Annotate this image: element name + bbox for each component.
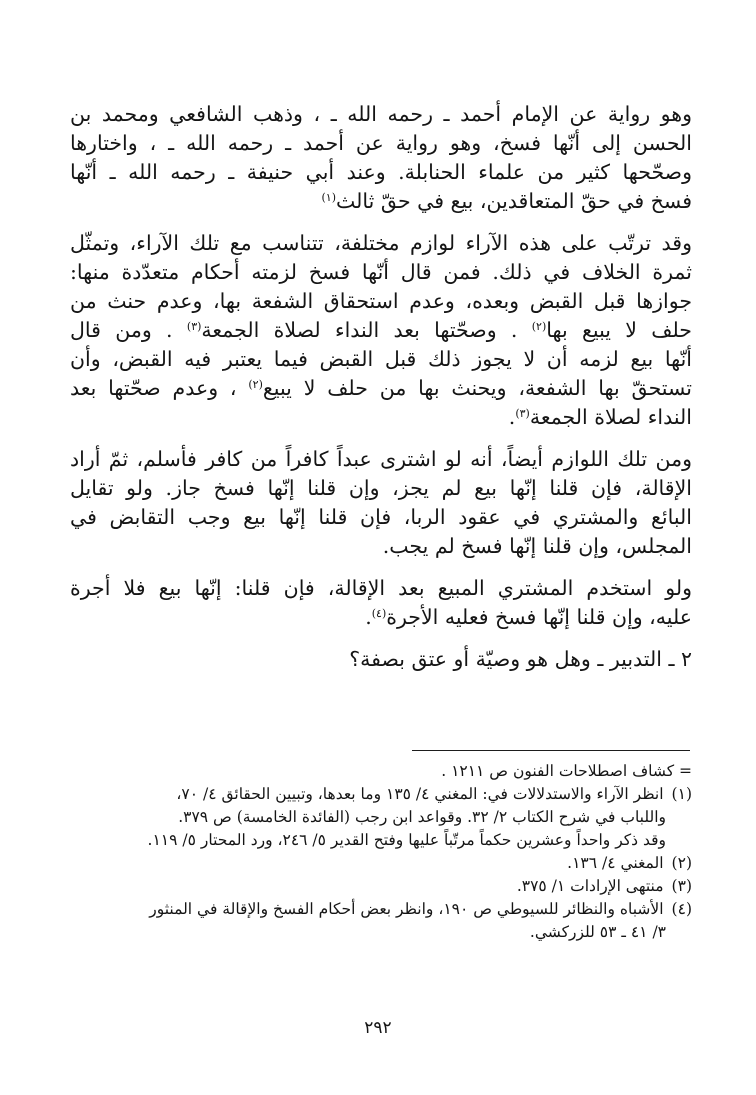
text-fragment: تستحقّ بها الشفعة، ويحنث بها من حلف لا يبيع xyxy=(262,376,692,400)
paragraph-2 xyxy=(70,229,692,432)
footnote-ref: (١) xyxy=(321,191,337,204)
text-line: وهو رواية عن الإمام أحمد ـ رحمه الله ـ ، وذهب الشافعي ومحمد بن xyxy=(70,102,692,126)
footnote-1 xyxy=(70,783,692,806)
page-number: ٢٩٢ xyxy=(364,1018,392,1038)
footnote-number: (٢) xyxy=(671,854,692,872)
text-fragment: النداء لصلاة الجمعة xyxy=(529,405,692,429)
footnotes xyxy=(70,760,692,944)
text-fragment: . xyxy=(365,605,372,629)
text-fragment: . وصحّتها بعد النداء لصلاة الجمعة xyxy=(201,318,518,342)
paragraph-1 xyxy=(70,100,692,216)
text-fragment: عليه، وإن قلنا إنّها فسخ فعليه الأجرة xyxy=(386,605,692,629)
text-line xyxy=(70,316,692,345)
footnote-text: الأشباه والنظائر للسيوطي ص ١٩٠، وانظر بعض أحكام الفسخ والإقالة في المنثور xyxy=(149,900,664,918)
footnote-ref: (٢) xyxy=(531,320,547,333)
footnote-4 xyxy=(70,898,692,921)
footnote-ref: (٢) xyxy=(248,378,263,391)
footnote-ref: (٤) xyxy=(371,607,387,620)
footnote-ref: (٣) xyxy=(515,407,530,420)
footnote-1-line: وقد ذكر واحداً وعشرين حكماً مرتّباً عليها وفتح القدير ٥/ ٢٤٦، ورد المحتار ٥/ ١١٩. xyxy=(147,831,666,849)
text-line xyxy=(70,603,692,632)
text-fragment: . ومن قال xyxy=(70,318,173,342)
text-line: وصحّحها كثير من علماء الحنابلة. وعند أبي حنيفة ـ رحمه الله ـ أنّها xyxy=(70,160,692,184)
footnote-continuation: = كشاف اصطلاحات الفنون ص ١٢١١ . xyxy=(441,762,692,780)
footnote-3 xyxy=(70,875,692,898)
footnote-text: المغني ٤/ ١٣٦. xyxy=(567,854,664,872)
text-line xyxy=(70,403,692,432)
text-line: ثمرة الخلاف في ذلك. فمن قال أنّها فسخ لزمته أحكام متعدّدة منها: xyxy=(70,260,692,284)
footnote-text: انظر الآراء والاستدلالات في: المغني ٤/ ١٣٥ وما بعدها، وتبيين الحقائق ٤/ ٧٠، xyxy=(176,785,664,803)
text-fragment: فسخ في حقّ المتعاقدين، بيع في حقّ ثالث xyxy=(336,189,692,213)
footnote-number: (١) xyxy=(671,785,692,803)
paragraph-4 xyxy=(70,574,692,632)
footnote-4-line: ٣/ ٤١ ـ ٥٣ للزركشي. xyxy=(529,923,666,941)
main-text xyxy=(70,100,692,674)
text-line: الحسن إلى أنّها فسخ، وهو رواية عن أحمد ـ رحمه الله ـ ، واختارها xyxy=(70,131,692,155)
text-line: ومن تلك اللوازم أيضاً، أنه لو اشترى عبداً كافراً من كافر فأسلم، ثمّ أراد xyxy=(70,447,692,471)
paragraph-3 xyxy=(70,445,692,561)
footnote-ref: (٣) xyxy=(186,320,202,333)
text-line: أنّها بيع لزمه أن لا يجوز ذلك قبل القبض فيما يعتبر فيه القبض، وأن xyxy=(70,347,692,371)
text-line: ولو استخدم المشتري المبيع بعد الإقالة، فإن قلنا: إنّها بيع فلا أجرة xyxy=(70,576,692,600)
text-line xyxy=(70,374,692,403)
text-line xyxy=(70,187,692,216)
text-fragment: حلف لا يبيع بها xyxy=(546,318,692,342)
text-fragment: ، وعدم صحّتها بعد xyxy=(70,376,237,400)
text-line: البائع والمشتري في عقود الربا، فإن قلنا إنّها بيع وجب التقابض في xyxy=(70,505,692,529)
text-line: المجلس، وإن قلنا إنّها فسخ لم يجب. xyxy=(382,534,692,558)
section-heading: ٢ ـ التدبير ـ وهل هو وصيّة أو عتق بصفة؟ xyxy=(349,647,692,671)
footnote-1-line: واللباب في شرح الكتاب ٢/ ٣٢. وقواعد ابن رجب (الفائدة الخامسة) ص ٣٧٩. xyxy=(178,808,666,826)
footnote-text: منتهى الإرادات ١/ ٣٧٥. xyxy=(516,877,664,895)
text-line: وقد ترتّب على هذه الآراء لوازم مختلفة، تتناسب مع تلك الآراء، وتمثّل xyxy=(70,231,692,255)
text-line: الإقالة، فإن قلنا إنّها بيع لم يجز، وإن قلنا إنّها فسخ جاز. ولو تقايل xyxy=(70,476,692,500)
footnote-number: (٣) xyxy=(671,877,692,895)
footnote-2 xyxy=(70,852,692,875)
footnote-divider xyxy=(412,750,690,751)
footnote-number: (٤) xyxy=(671,900,692,918)
text-fragment: . xyxy=(508,405,516,429)
text-line: جوازها قبل القبض وبعده، وعدم استحقاق الشفعة بها، وعدم حنث من xyxy=(70,289,692,313)
